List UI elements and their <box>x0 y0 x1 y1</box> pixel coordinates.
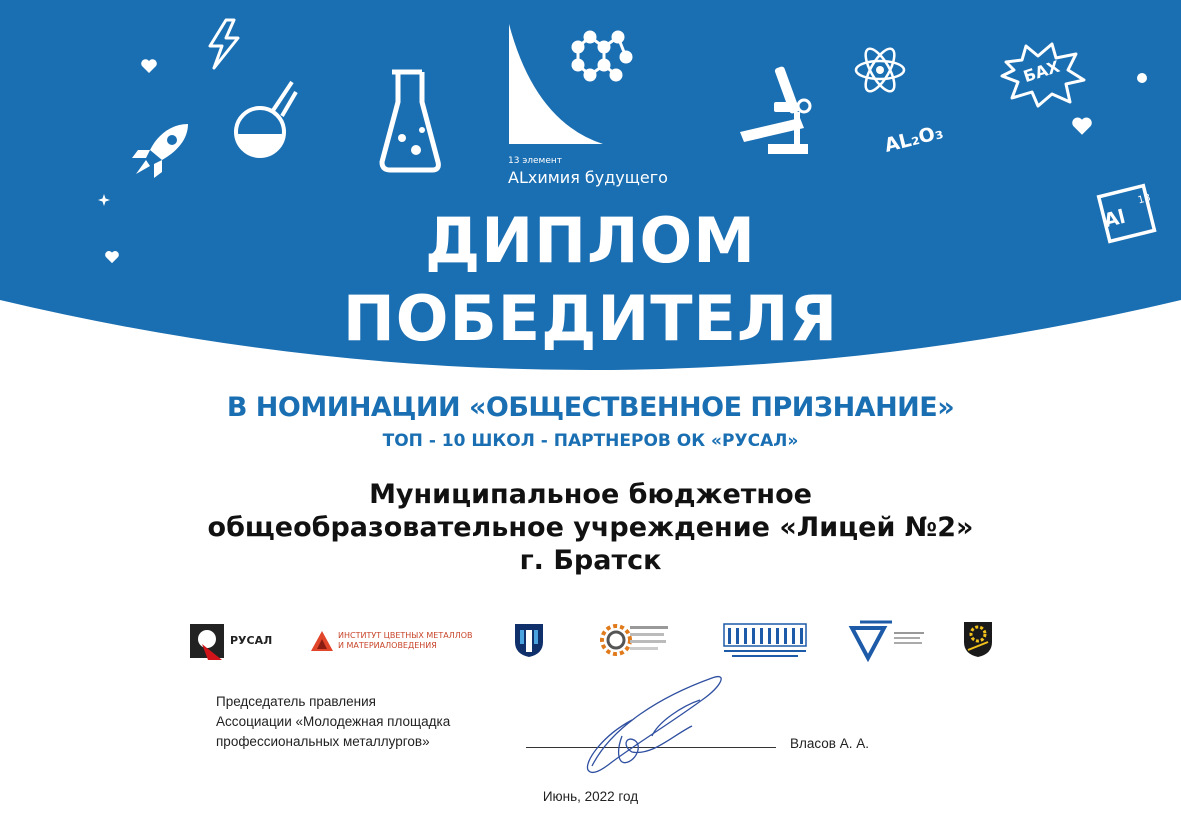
heart-icon <box>1070 116 1094 136</box>
institute-logo <box>310 628 480 654</box>
institute-logo-line-1: ИНСТИТУТ ЦВЕТНЫХ МЕТАЛЛОВ <box>338 631 473 640</box>
school-name-line-1: Муниципальное бюджетное <box>369 479 812 510</box>
technical-university-logo <box>848 618 928 662</box>
heart-icon <box>140 58 158 74</box>
round-flask-icon <box>230 74 302 164</box>
school-name-line-2: общеобразовательное учреждение «Лицей №2» <box>207 512 974 543</box>
element-symbol: Al <box>1101 205 1128 233</box>
bah-label: БАХ <box>1020 56 1062 87</box>
university-shield-logo <box>513 622 545 658</box>
handwritten-signature <box>572 666 732 782</box>
brand-name: ALхимия будущего <box>508 168 668 187</box>
city-coat-of-arms-logo <box>962 620 994 658</box>
rusal-logo-text: РУСАЛ <box>230 634 273 647</box>
chairman-position-line-2: Ассоциации «Молодежная площадка <box>216 714 451 729</box>
nomination-heading: В НОМИНАЦИИ «ОБЩЕСТВЕННОЕ ПРИЗНАНИЕ» <box>226 392 955 423</box>
school-city: г. Братск <box>519 545 662 576</box>
diploma-subtitle: ПОБЕДИТЕЛЯ <box>342 282 839 355</box>
atom-icon <box>852 42 908 98</box>
rocket-icon <box>128 120 194 180</box>
dot-icon <box>1136 72 1148 84</box>
conical-flask-icon <box>376 66 446 176</box>
rusal-logo <box>188 622 278 662</box>
subnomination-heading: ТОП - 10 ШКОЛ - ПАРТНЕРОВ ОК «РУСАЛ» <box>382 431 799 451</box>
institute-logo-line-2: И МАТЕРИАЛОВЕДЕНИЯ <box>338 641 437 650</box>
technical-school-gear-logo <box>598 620 672 660</box>
formula-label: AL₂O₃ <box>882 121 946 157</box>
star-icon <box>98 194 110 206</box>
signer-name: Власов А. А. <box>790 736 869 751</box>
chairman-position-line-3: профессиональных металлургов» <box>216 734 430 749</box>
diploma-title: ДИПЛОМ <box>425 204 756 277</box>
siberian-university-logo <box>720 622 810 662</box>
microscope-icon <box>738 62 818 162</box>
lightning-icon <box>204 18 244 70</box>
brand-tagline-small: 13 элемент <box>508 156 562 166</box>
chairman-position-line-1: Председатель правления <box>216 694 376 709</box>
issue-date: Июнь, 2022 год <box>542 789 639 804</box>
element-number: 13 <box>1136 192 1152 207</box>
molecule-icon <box>566 25 636 85</box>
